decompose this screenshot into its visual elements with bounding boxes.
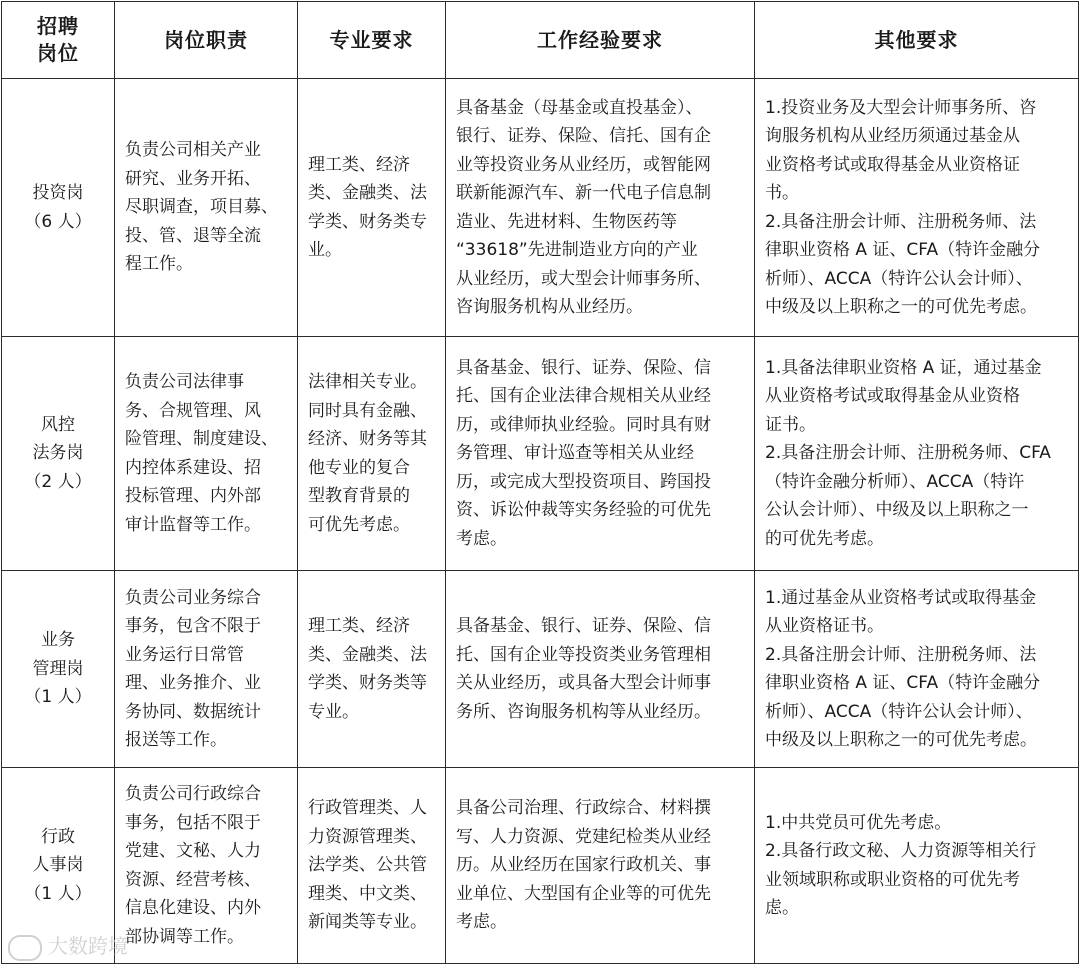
cell-line: 中级及以上职称之一的可优先考虑。 xyxy=(765,297,1037,317)
cell-line: 程工作。 xyxy=(125,254,193,275)
cell-line: 从业经历，或大型会计师事务所、 xyxy=(456,268,711,289)
cell-line: 1.具备法律职业资格 A 证，通过基金 xyxy=(765,357,1042,378)
cell-line: 力资源管理类、 xyxy=(308,826,427,847)
table-row xyxy=(2,337,1079,571)
cell-line: 律职业资格 A 证、CFA（特许金融分 xyxy=(765,673,1041,693)
cell-position xyxy=(2,337,115,571)
recruitment-table xyxy=(1,1,1079,964)
cell-duty xyxy=(115,571,298,768)
cell-line: 人事岗 xyxy=(32,855,84,876)
cell-line: 虑。 xyxy=(765,898,799,918)
watermark xyxy=(8,930,128,961)
cell-line: 托、国有企业法律合规相关从业经 xyxy=(456,386,711,407)
cell-line: 理类、中文类、 xyxy=(308,883,427,904)
cell-line: 事务，包括不限于 xyxy=(125,812,261,833)
cell-line: 投标管理、内外部 xyxy=(125,486,261,506)
cell-line: 析师）、ACCA（特许公认会计师）、 xyxy=(765,268,1033,289)
cell-line: 研究、业务开拓、 xyxy=(125,168,261,189)
cell-line: 联新能源汽车、新一代电子信息制 xyxy=(456,183,711,203)
header-other: 其他要求 xyxy=(755,2,1079,79)
cell-line: 1.中共党员可优先考虑。 xyxy=(765,812,952,833)
cell-experience xyxy=(446,337,755,571)
cell-line: 业资格考试或取得基金从业资格证 xyxy=(765,154,1020,175)
cell-line: 2.具备注册会计师、注册税务师、CFA xyxy=(765,443,1051,464)
cell-line: 险管理、制度建设、 xyxy=(125,429,278,449)
cell-line: 理工类、经济 xyxy=(308,616,410,636)
cell-line: 类、金融类、法 xyxy=(308,183,427,203)
header-experience: 工作经验要求 xyxy=(446,2,755,79)
cell-line: 具备基金、银行、证券、保险、信 xyxy=(456,616,711,636)
cell-line: 1.投资业务及大型会计师事务所、咨 xyxy=(765,97,1037,118)
cell-line: 业务运行日常管 xyxy=(125,644,244,665)
cell-line: 投资岗 xyxy=(32,183,84,203)
cell-other xyxy=(755,337,1079,571)
cell-line: 具备公司治理、行政综合、材料撰 xyxy=(456,798,711,819)
cell-line: 具备基金（母基金或直投基金）、 xyxy=(456,97,703,118)
cell-line: 内控体系建设、招 xyxy=(125,457,261,478)
cell-line: 业领域职称或职业资格的可优先考 xyxy=(765,869,1020,890)
cell-position xyxy=(2,571,115,768)
cell-line: 同时具有金融、 xyxy=(308,400,427,421)
cell-line: 类、金融类、法 xyxy=(308,644,427,665)
cell-line: 资、诉讼仲裁等实务经验的可优先 xyxy=(456,500,711,521)
header-row xyxy=(2,2,1079,79)
header-major: 专业要求 xyxy=(298,2,446,79)
cell-line: 型教育背景的 xyxy=(308,486,410,506)
cell-line: （6 人） xyxy=(24,211,92,232)
cell-line: 2.具备行政文秘、人力资源等相关行 xyxy=(765,841,1037,861)
cell-line: 他专业的复合 xyxy=(308,457,410,478)
cell-experience xyxy=(446,79,755,337)
cell-major xyxy=(298,337,446,571)
cell-line: （1 人） xyxy=(24,687,92,708)
cell-line: 从业资格证书。 xyxy=(765,616,884,636)
cell-line: 负责公司业务综合 xyxy=(125,587,261,608)
cell-line: 负责公司法律事 xyxy=(125,372,244,392)
cell-other xyxy=(755,571,1079,768)
cell-line: 务、合规管理、风 xyxy=(125,400,261,421)
cell-line: 理、业务推介、业 xyxy=(125,673,261,693)
watermark-text: 大数跨境 xyxy=(48,934,128,958)
cell-duty xyxy=(115,768,298,964)
header-position: 招聘 岗位 xyxy=(2,2,115,79)
cell-line: 报送等工作。 xyxy=(125,730,227,750)
cell-major xyxy=(298,571,446,768)
cell-line: 考虑。 xyxy=(456,528,507,549)
header-duty: 岗位职责 xyxy=(115,2,298,79)
cell-line: 部协调等工作。 xyxy=(125,926,244,947)
cell-line: 造业、先进材料、生物医药等 xyxy=(456,211,677,232)
cell-line: 证书。 xyxy=(765,414,816,435)
cell-duty xyxy=(115,79,298,337)
cell-duty xyxy=(115,337,298,571)
cell-line: 党建、文秘、人力 xyxy=(125,841,261,861)
cell-line: 2.具备注册会计师、注册税务师、法 xyxy=(765,644,1037,665)
cell-line: 务管理、审计巡查等相关从业经 xyxy=(456,443,694,464)
cell-line: 律职业资格 A 证、CFA（特许金融分 xyxy=(765,240,1041,260)
cell-line: 析师）、ACCA（特许公认会计师）、 xyxy=(765,701,1033,722)
cell-line: 写、人力资源、党建纪检类从业经 xyxy=(456,826,711,847)
cell-line: 历，或完成大型投资项目、跨国投 xyxy=(456,471,711,492)
cell-line: 2.具备注册会计师、注册税务师、法 xyxy=(765,211,1037,232)
cell-line: 学类、财务类等 xyxy=(308,673,427,693)
cell-line: 尽职调查，项目募、 xyxy=(125,197,278,218)
cell-line: 理工类、经济 xyxy=(308,154,410,175)
cell-line: 询服务机构从业经历须通过基金从 xyxy=(765,126,1020,146)
cell-line: 新闻类等专业。 xyxy=(308,912,427,933)
cell-line: 1.通过基金从业资格考试或取得基金 xyxy=(765,587,1037,608)
cell-line: 管理岗 xyxy=(32,658,84,679)
cell-line: （1 人） xyxy=(24,883,92,904)
cell-position xyxy=(2,79,115,337)
cell-line: 业。 xyxy=(308,240,342,260)
cell-line: 专业。 xyxy=(308,701,359,722)
cell-line: 法学类、公共管 xyxy=(308,855,427,876)
cell-line: 审计监督等工作。 xyxy=(125,514,261,535)
cell-line: 的可优先考虑。 xyxy=(765,528,884,549)
cell-experience xyxy=(446,571,755,768)
cell-line: 历。从业经历在国家行政机关、事 xyxy=(456,855,711,876)
cell-line: （特许金融分析师）、ACCA（特许 xyxy=(765,471,1025,492)
cell-line: 书。 xyxy=(765,183,799,203)
cell-line: 咨询服务机构从业经历。 xyxy=(456,297,643,317)
cell-line: 行政 xyxy=(41,826,75,847)
cell-line: 信息化建设、内外 xyxy=(125,898,261,918)
watermark-logo-icon xyxy=(8,935,42,961)
cell-major xyxy=(298,768,446,964)
table-row xyxy=(2,571,1079,768)
cell-line: 业务 xyxy=(41,630,75,651)
cell-line: 事务，包含不限于 xyxy=(125,616,261,636)
cell-line: 具备基金、银行、证券、保险、信 xyxy=(456,357,711,378)
cell-line: 务所、咨询服务机构等从业经历。 xyxy=(456,701,711,722)
cell-line: 可优先考虑。 xyxy=(308,514,410,535)
cell-line: 投、管、退等全流 xyxy=(125,225,261,246)
cell-line: “33618”先进制造业方向的产业 xyxy=(456,240,698,260)
cell-line: 资源、经营考核、 xyxy=(125,869,261,890)
table-row xyxy=(2,79,1079,337)
cell-experience xyxy=(446,768,755,964)
table-row xyxy=(2,768,1079,964)
cell-line: 业单位、大型国有企业等的可优先 xyxy=(456,883,711,904)
cell-line: （2 人） xyxy=(24,471,92,492)
cell-line: 负责公司相关产业 xyxy=(125,140,261,161)
cell-line: 业等投资业务从业经历，或智能网 xyxy=(456,154,711,175)
cell-other xyxy=(755,79,1079,337)
cell-line: 从业资格考试或取得基金从业资格 xyxy=(765,386,1020,407)
cell-line: 托、国有企业等投资类业务管理相 xyxy=(456,644,711,665)
cell-other xyxy=(755,768,1079,964)
cell-line: 中级及以上职称之一的可优先考虑。 xyxy=(765,730,1037,750)
cell-line: 行政管理类、人 xyxy=(308,798,427,819)
cell-line: 学类、财务类专 xyxy=(308,211,427,232)
cell-line: 关从业经历，或具备大型会计师事 xyxy=(456,673,711,693)
cell-line: 风控 xyxy=(41,414,75,435)
cell-line: 银行、证券、保险、信托、国有企 xyxy=(456,126,711,146)
cell-line: 务协同、数据统计 xyxy=(125,701,261,722)
cell-line: 公认会计师）、中级及以上职称之一 xyxy=(765,500,1029,521)
cell-major xyxy=(298,79,446,337)
cell-line: 经济、财务等其 xyxy=(308,429,427,449)
cell-line: 法律相关专业。 xyxy=(308,372,427,392)
cell-line: 负责公司行政综合 xyxy=(125,784,261,804)
cell-line: 历，或律师执业经验。同时具有财 xyxy=(456,414,711,435)
cell-line: 法务岗 xyxy=(32,443,84,464)
cell-line: 考虑。 xyxy=(456,912,507,933)
